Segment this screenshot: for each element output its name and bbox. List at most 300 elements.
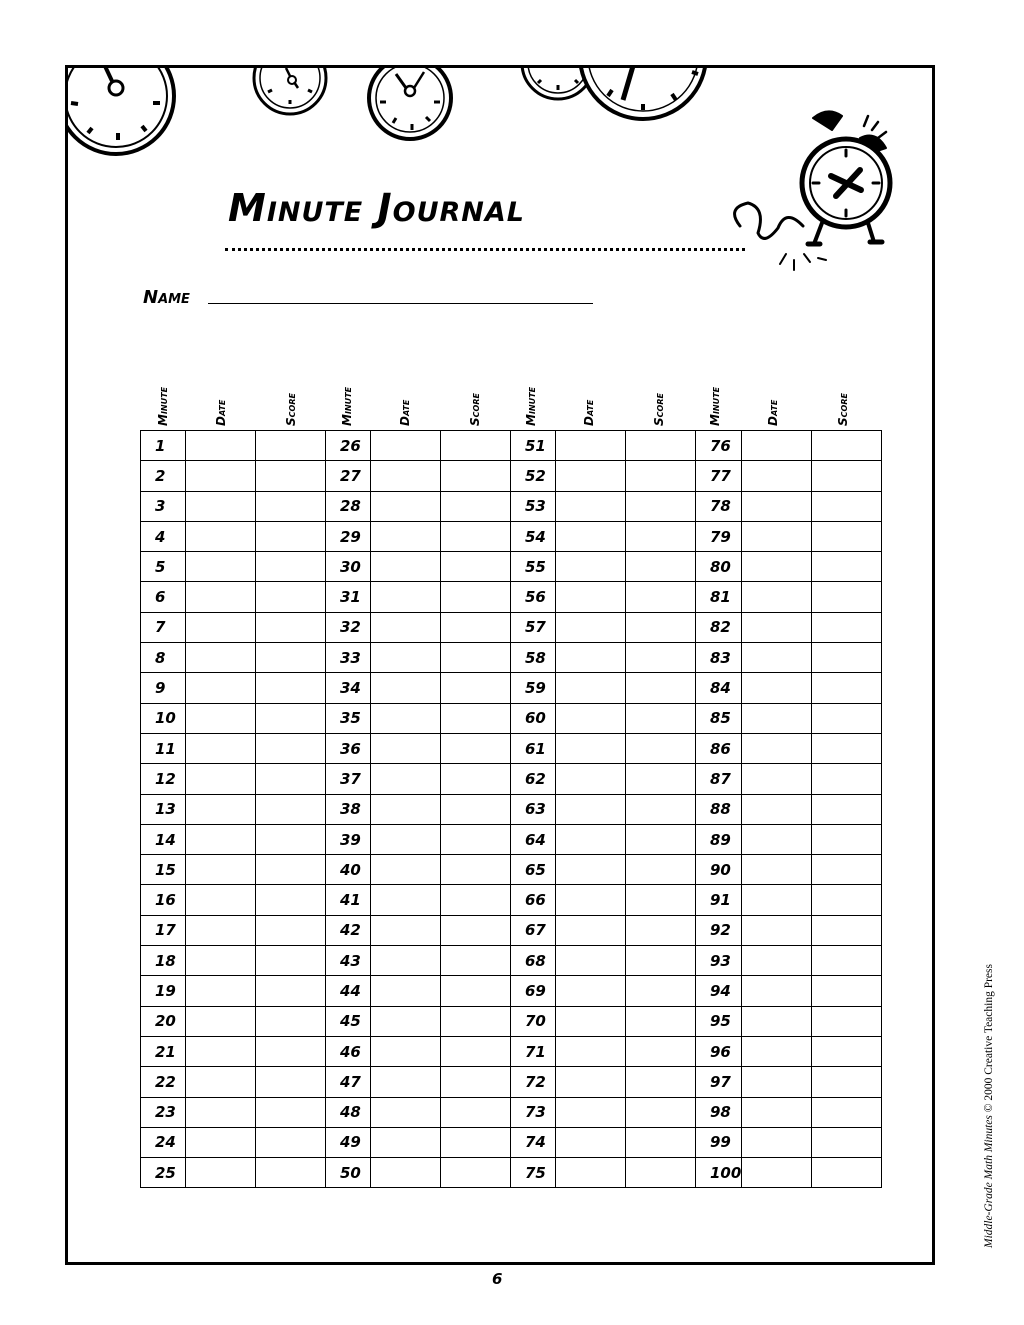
- table-row: [141, 703, 882, 733]
- date-cell[interactable]: [556, 1006, 626, 1036]
- score-cell[interactable]: [441, 915, 511, 945]
- minute-cell: 20: [141, 1006, 186, 1036]
- date-cell[interactable]: [186, 1127, 256, 1157]
- score-cell[interactable]: [256, 1097, 326, 1127]
- date-cell[interactable]: [371, 824, 441, 854]
- credit-publisher: © 2000 Creative Teaching Press: [983, 964, 995, 1116]
- date-cell[interactable]: [186, 1158, 256, 1188]
- score-cell[interactable]: [812, 794, 882, 824]
- score-cell[interactable]: [256, 764, 326, 794]
- score-cell[interactable]: [256, 491, 326, 521]
- minute-cell: 77: [696, 461, 742, 491]
- table-row: [141, 612, 882, 642]
- score-cell[interactable]: [256, 946, 326, 976]
- date-cell[interactable]: [371, 521, 441, 551]
- table-row: [141, 552, 882, 582]
- minute-cell: 15: [141, 855, 186, 885]
- date-cell[interactable]: [186, 855, 256, 885]
- minute-cell: 67: [511, 915, 556, 945]
- score-cell[interactable]: [256, 612, 326, 642]
- date-cell[interactable]: [742, 946, 812, 976]
- score-cell[interactable]: [441, 703, 511, 733]
- minute-cell: 50: [326, 1158, 371, 1188]
- score-cell[interactable]: [256, 673, 326, 703]
- column-header-date: Date: [582, 399, 596, 426]
- date-cell[interactable]: [556, 794, 626, 824]
- date-cell[interactable]: [186, 1067, 256, 1097]
- minute-cell: 2: [141, 461, 186, 491]
- score-cell[interactable]: [626, 703, 696, 733]
- score-cell[interactable]: [626, 643, 696, 673]
- date-cell[interactable]: [371, 915, 441, 945]
- alarm-clock-icon: [718, 108, 928, 288]
- date-cell[interactable]: [186, 946, 256, 976]
- minute-cell: 68: [511, 946, 556, 976]
- score-cell[interactable]: [626, 552, 696, 582]
- score-cell[interactable]: [626, 946, 696, 976]
- date-cell[interactable]: [371, 1127, 441, 1157]
- date-cell[interactable]: [186, 521, 256, 551]
- score-cell[interactable]: [812, 855, 882, 885]
- score-cell[interactable]: [812, 643, 882, 673]
- minute-cell: 47: [326, 1067, 371, 1097]
- minute-cell: 78: [696, 491, 742, 521]
- clock-icon: [369, 68, 451, 139]
- minute-cell: 23: [141, 1097, 186, 1127]
- score-cell[interactable]: [256, 1067, 326, 1097]
- score-cell[interactable]: [626, 461, 696, 491]
- score-cell[interactable]: [256, 1158, 326, 1188]
- table-row: [141, 794, 882, 824]
- minute-cell: 92: [696, 915, 742, 945]
- score-cell[interactable]: [812, 612, 882, 642]
- minute-cell: 27: [326, 461, 371, 491]
- date-cell[interactable]: [371, 1006, 441, 1036]
- minute-cell: 35: [326, 703, 371, 733]
- date-cell[interactable]: [371, 703, 441, 733]
- score-cell[interactable]: [441, 824, 511, 854]
- score-cell[interactable]: [256, 824, 326, 854]
- score-cell[interactable]: [812, 1036, 882, 1066]
- score-cell[interactable]: [441, 794, 511, 824]
- score-cell[interactable]: [812, 1097, 882, 1127]
- date-cell[interactable]: [186, 1097, 256, 1127]
- minute-cell: 38: [326, 794, 371, 824]
- score-cell[interactable]: [441, 1097, 511, 1127]
- score-cell[interactable]: [441, 946, 511, 976]
- score-cell[interactable]: [812, 885, 882, 915]
- date-cell[interactable]: [742, 855, 812, 885]
- score-cell[interactable]: [626, 855, 696, 885]
- date-cell[interactable]: [556, 976, 626, 1006]
- minute-cell: 7: [141, 612, 186, 642]
- score-cell[interactable]: [626, 491, 696, 521]
- date-cell[interactable]: [742, 1067, 812, 1097]
- score-cell[interactable]: [626, 1158, 696, 1188]
- score-cell[interactable]: [441, 673, 511, 703]
- minute-cell: 94: [696, 976, 742, 1006]
- date-cell[interactable]: [186, 733, 256, 763]
- date-cell[interactable]: [371, 491, 441, 521]
- score-cell[interactable]: [441, 1127, 511, 1157]
- score-cell[interactable]: [812, 946, 882, 976]
- score-cell[interactable]: [626, 1036, 696, 1066]
- score-cell[interactable]: [626, 764, 696, 794]
- minute-cell: 55: [511, 552, 556, 582]
- minute-cell: 99: [696, 1127, 742, 1157]
- minute-cell: 3: [141, 491, 186, 521]
- minute-cell: 45: [326, 1006, 371, 1036]
- score-cell[interactable]: [812, 461, 882, 491]
- score-cell[interactable]: [812, 1127, 882, 1157]
- score-cell[interactable]: [812, 582, 882, 612]
- score-cell[interactable]: [812, 431, 882, 461]
- score-cell[interactable]: [626, 885, 696, 915]
- score-cell[interactable]: [812, 673, 882, 703]
- date-cell[interactable]: [742, 1006, 812, 1036]
- score-cell[interactable]: [812, 521, 882, 551]
- column-header-score: Score: [468, 393, 482, 426]
- score-cell[interactable]: [256, 431, 326, 461]
- column-headers: [140, 366, 875, 426]
- score-cell[interactable]: [626, 612, 696, 642]
- date-cell[interactable]: [556, 461, 626, 491]
- date-cell[interactable]: [556, 673, 626, 703]
- minute-cell: 89: [696, 824, 742, 854]
- table-row: [141, 855, 882, 885]
- minute-cell: 85: [696, 703, 742, 733]
- date-cell[interactable]: [371, 461, 441, 491]
- minute-cell: 98: [696, 1097, 742, 1127]
- minute-cell: 96: [696, 1036, 742, 1066]
- score-cell[interactable]: [626, 733, 696, 763]
- date-cell[interactable]: [186, 461, 256, 491]
- minute-cell: 13: [141, 794, 186, 824]
- minute-cell: 37: [326, 764, 371, 794]
- date-cell[interactable]: [556, 1036, 626, 1066]
- score-cell[interactable]: [441, 1006, 511, 1036]
- date-cell[interactable]: [371, 733, 441, 763]
- date-cell[interactable]: [186, 673, 256, 703]
- score-cell[interactable]: [441, 855, 511, 885]
- score-cell[interactable]: [626, 794, 696, 824]
- date-cell[interactable]: [742, 643, 812, 673]
- score-cell[interactable]: [812, 1067, 882, 1097]
- minute-cell: 60: [511, 703, 556, 733]
- date-cell[interactable]: [556, 431, 626, 461]
- table-row: [141, 673, 882, 703]
- date-cell[interactable]: [556, 946, 626, 976]
- date-cell[interactable]: [556, 612, 626, 642]
- table-row: [141, 1036, 882, 1066]
- minute-cell: 82: [696, 612, 742, 642]
- date-cell[interactable]: [186, 976, 256, 1006]
- date-cell[interactable]: [556, 733, 626, 763]
- minute-cell: 18: [141, 946, 186, 976]
- column-header-minute: Minute: [340, 386, 354, 426]
- score-cell[interactable]: [441, 976, 511, 1006]
- score-cell[interactable]: [256, 794, 326, 824]
- score-cell[interactable]: [812, 824, 882, 854]
- minute-cell: 10: [141, 703, 186, 733]
- score-cell[interactable]: [441, 461, 511, 491]
- date-cell[interactable]: [371, 643, 441, 673]
- column-header-score: Score: [284, 393, 298, 426]
- score-cell[interactable]: [441, 1158, 511, 1188]
- minute-cell: 66: [511, 885, 556, 915]
- date-cell[interactable]: [186, 582, 256, 612]
- score-cell[interactable]: [256, 1036, 326, 1066]
- date-cell[interactable]: [742, 764, 812, 794]
- minute-cell: 91: [696, 885, 742, 915]
- score-cell[interactable]: [626, 431, 696, 461]
- score-cell[interactable]: [626, 1127, 696, 1157]
- date-cell[interactable]: [371, 1158, 441, 1188]
- date-cell[interactable]: [371, 1036, 441, 1066]
- table-row: [141, 582, 882, 612]
- date-cell[interactable]: [556, 491, 626, 521]
- date-cell[interactable]: [556, 824, 626, 854]
- date-cell[interactable]: [742, 885, 812, 915]
- date-cell[interactable]: [742, 1158, 812, 1188]
- minute-cell: 93: [696, 946, 742, 976]
- table-row: [141, 1158, 882, 1188]
- date-cell[interactable]: [186, 552, 256, 582]
- date-cell[interactable]: [371, 431, 441, 461]
- score-cell[interactable]: [441, 1067, 511, 1097]
- score-cell[interactable]: [256, 733, 326, 763]
- score-cell[interactable]: [441, 643, 511, 673]
- score-cell[interactable]: [626, 582, 696, 612]
- minute-cell: 74: [511, 1127, 556, 1157]
- minute-cell: 4: [141, 521, 186, 551]
- date-cell[interactable]: [371, 612, 441, 642]
- score-cell[interactable]: [441, 612, 511, 642]
- date-cell[interactable]: [742, 703, 812, 733]
- date-cell[interactable]: [371, 885, 441, 915]
- column-header-minute: Minute: [156, 386, 170, 426]
- score-cell[interactable]: [256, 461, 326, 491]
- minute-cell: 97: [696, 1067, 742, 1097]
- score-cell[interactable]: [441, 491, 511, 521]
- date-cell[interactable]: [371, 946, 441, 976]
- date-cell[interactable]: [742, 976, 812, 1006]
- score-cell[interactable]: [256, 552, 326, 582]
- date-cell[interactable]: [742, 733, 812, 763]
- score-cell[interactable]: [441, 764, 511, 794]
- score-cell[interactable]: [441, 582, 511, 612]
- date-cell[interactable]: [556, 521, 626, 551]
- date-cell[interactable]: [556, 1127, 626, 1157]
- date-cell[interactable]: [742, 582, 812, 612]
- score-cell[interactable]: [812, 976, 882, 1006]
- table-row: [141, 521, 882, 551]
- date-cell[interactable]: [742, 794, 812, 824]
- minute-cell: 64: [511, 824, 556, 854]
- date-cell[interactable]: [556, 1158, 626, 1188]
- score-cell[interactable]: [256, 885, 326, 915]
- score-cell[interactable]: [812, 491, 882, 521]
- date-cell[interactable]: [371, 673, 441, 703]
- minute-cell: 32: [326, 612, 371, 642]
- minute-cell: 81: [696, 582, 742, 612]
- date-cell[interactable]: [186, 703, 256, 733]
- table-row: [141, 946, 882, 976]
- date-cell[interactable]: [186, 1036, 256, 1066]
- score-cell[interactable]: [441, 1036, 511, 1066]
- score-cell[interactable]: [256, 976, 326, 1006]
- date-cell[interactable]: [742, 552, 812, 582]
- date-cell[interactable]: [556, 764, 626, 794]
- score-cell[interactable]: [626, 521, 696, 551]
- score-cell[interactable]: [441, 521, 511, 551]
- score-cell[interactable]: [812, 703, 882, 733]
- date-cell[interactable]: [556, 703, 626, 733]
- score-cell[interactable]: [812, 552, 882, 582]
- date-cell[interactable]: [186, 794, 256, 824]
- date-cell[interactable]: [186, 1006, 256, 1036]
- date-cell[interactable]: [371, 794, 441, 824]
- table-row: [141, 491, 882, 521]
- table-row: [141, 915, 882, 945]
- table-row: [141, 1006, 882, 1036]
- minute-cell: 65: [511, 855, 556, 885]
- score-cell[interactable]: [256, 915, 326, 945]
- score-cell[interactable]: [256, 1127, 326, 1157]
- score-cell[interactable]: [812, 733, 882, 763]
- column-header-score: Score: [652, 393, 666, 426]
- score-cell[interactable]: [441, 885, 511, 915]
- score-cell[interactable]: [626, 1097, 696, 1127]
- date-cell[interactable]: [556, 885, 626, 915]
- minute-cell: 86: [696, 733, 742, 763]
- clock-icon: [254, 68, 326, 114]
- minute-cell: 17: [141, 915, 186, 945]
- score-cell[interactable]: [812, 915, 882, 945]
- clock-icon: [580, 68, 706, 119]
- minute-cell: 21: [141, 1036, 186, 1066]
- score-cell[interactable]: [812, 1158, 882, 1188]
- date-cell[interactable]: [556, 915, 626, 945]
- date-cell[interactable]: [742, 431, 812, 461]
- score-cell[interactable]: [812, 764, 882, 794]
- date-cell[interactable]: [371, 1097, 441, 1127]
- date-cell[interactable]: [186, 824, 256, 854]
- score-cell[interactable]: [256, 703, 326, 733]
- score-cell[interactable]: [812, 1006, 882, 1036]
- score-cell[interactable]: [441, 733, 511, 763]
- date-cell[interactable]: [186, 885, 256, 915]
- date-cell[interactable]: [742, 824, 812, 854]
- minute-cell: 48: [326, 1097, 371, 1127]
- page-title: Minute Journal: [228, 186, 525, 230]
- minute-cell: 39: [326, 824, 371, 854]
- date-cell[interactable]: [371, 764, 441, 794]
- minute-cell: 95: [696, 1006, 742, 1036]
- date-cell[interactable]: [742, 612, 812, 642]
- date-cell[interactable]: [556, 552, 626, 582]
- date-cell[interactable]: [742, 491, 812, 521]
- minute-cell: 49: [326, 1127, 371, 1157]
- minute-cell: 52: [511, 461, 556, 491]
- minute-journal-table: [140, 430, 882, 1188]
- date-cell[interactable]: [556, 855, 626, 885]
- score-cell[interactable]: [256, 1006, 326, 1036]
- minute-cell: 76: [696, 431, 742, 461]
- date-cell[interactable]: [371, 976, 441, 1006]
- date-cell[interactable]: [556, 1067, 626, 1097]
- date-cell[interactable]: [742, 915, 812, 945]
- date-cell[interactable]: [556, 643, 626, 673]
- minute-cell: 63: [511, 794, 556, 824]
- table-row: [141, 733, 882, 763]
- date-cell[interactable]: [371, 855, 441, 885]
- score-cell[interactable]: [626, 915, 696, 945]
- minute-cell: 40: [326, 855, 371, 885]
- score-cell[interactable]: [256, 521, 326, 551]
- date-cell[interactable]: [742, 461, 812, 491]
- date-cell[interactable]: [556, 1097, 626, 1127]
- minute-cell: 58: [511, 643, 556, 673]
- minute-cell: 11: [141, 733, 186, 763]
- date-cell[interactable]: [186, 764, 256, 794]
- score-cell[interactable]: [626, 1006, 696, 1036]
- minute-cell: 87: [696, 764, 742, 794]
- score-cell[interactable]: [256, 643, 326, 673]
- score-cell[interactable]: [256, 855, 326, 885]
- date-cell[interactable]: [742, 1127, 812, 1157]
- score-cell[interactable]: [626, 1067, 696, 1097]
- score-cell[interactable]: [441, 431, 511, 461]
- date-cell[interactable]: [371, 552, 441, 582]
- score-cell[interactable]: [256, 582, 326, 612]
- minute-cell: 59: [511, 673, 556, 703]
- score-cell[interactable]: [626, 673, 696, 703]
- name-label: Name: [143, 287, 190, 308]
- table-row: [141, 764, 882, 794]
- date-cell[interactable]: [186, 491, 256, 521]
- minute-cell: 9: [141, 673, 186, 703]
- minute-cell: 56: [511, 582, 556, 612]
- column-header-minute: Minute: [524, 386, 538, 426]
- score-cell[interactable]: [626, 824, 696, 854]
- minute-cell: 30: [326, 552, 371, 582]
- date-cell[interactable]: [186, 643, 256, 673]
- date-cell[interactable]: [742, 673, 812, 703]
- date-cell[interactable]: [371, 1067, 441, 1097]
- column-header-date: Date: [398, 399, 412, 426]
- minute-cell: 80: [696, 552, 742, 582]
- title-dotted-rule: [225, 248, 745, 251]
- minute-cell: 14: [141, 824, 186, 854]
- date-cell[interactable]: [742, 1036, 812, 1066]
- date-cell[interactable]: [186, 612, 256, 642]
- page-number: 6: [492, 1270, 503, 1288]
- date-cell[interactable]: [742, 1097, 812, 1127]
- name-write-line[interactable]: [208, 303, 593, 304]
- date-cell[interactable]: [186, 915, 256, 945]
- minute-cell: 12: [141, 764, 186, 794]
- table-row: [141, 885, 882, 915]
- minute-cell: 33: [326, 643, 371, 673]
- score-cell[interactable]: [626, 976, 696, 1006]
- date-cell[interactable]: [186, 431, 256, 461]
- minute-cell: 28: [326, 491, 371, 521]
- score-cell[interactable]: [441, 552, 511, 582]
- date-cell[interactable]: [742, 521, 812, 551]
- date-cell[interactable]: [371, 582, 441, 612]
- date-cell[interactable]: [556, 582, 626, 612]
